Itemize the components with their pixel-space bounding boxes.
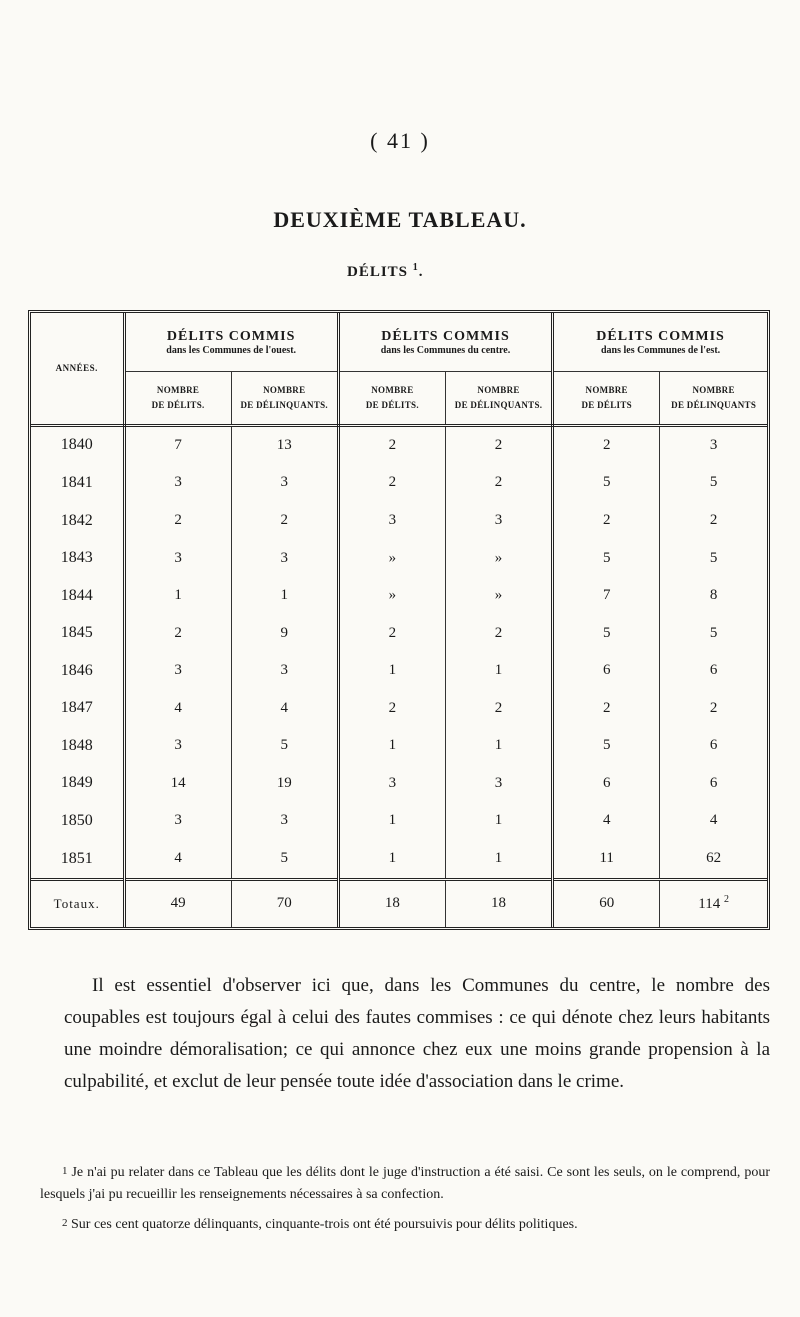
value-cell: 4	[553, 802, 660, 840]
col-header-line: NOMBRE	[263, 384, 306, 395]
footnote-ref-2: 2	[723, 894, 729, 906]
group-header-ouest	[124, 313, 338, 371]
table-title: DEUXIÈME TABLEAU.	[273, 207, 527, 232]
total-cell: 18	[445, 879, 552, 927]
col-header-line: NOMBRE	[692, 384, 735, 395]
value-cell: 3	[231, 539, 338, 577]
group-title: DÉLITS COMMIS	[166, 329, 296, 345]
value-cell: 1	[231, 577, 338, 615]
value-cell: 7	[124, 425, 231, 464]
value-cell: 2	[553, 425, 660, 464]
col-header-line: DE DÉLINQUANTS	[671, 399, 757, 410]
value-cell: 5	[231, 840, 338, 879]
footnote-2	[40, 1212, 770, 1236]
value-cell: 2	[338, 464, 445, 502]
value-cell: 5	[709, 549, 718, 566]
subtitle-text: DÉLITS	[347, 264, 409, 280]
value-cell: 1	[445, 840, 552, 879]
page-number: ( 41 )	[370, 128, 430, 153]
value-cell: 1	[338, 840, 445, 879]
value-cell: 3	[338, 502, 445, 540]
value-cell: 4	[124, 689, 231, 727]
years-header: ANNÉES.	[31, 313, 124, 425]
value-cell: »	[445, 539, 552, 577]
total-cell: 60	[553, 879, 660, 927]
year-cell: 1842	[31, 502, 124, 540]
table-row	[31, 689, 767, 727]
value-cell: 2	[445, 425, 552, 464]
value-cell: 2	[124, 502, 231, 540]
year-cell: 1843	[31, 539, 124, 577]
value-cell: 2	[709, 512, 718, 529]
value-cell: 5	[709, 624, 718, 641]
value-cell: 1	[124, 577, 231, 615]
year-cell: 1848	[31, 727, 124, 765]
value-cell: 3	[445, 502, 552, 540]
total-cell: 49	[124, 879, 231, 927]
value-cell: 6	[709, 662, 718, 679]
value-cell: 3	[338, 765, 445, 803]
value-cell: 2	[553, 502, 660, 540]
group-title: DÉLITS COMMIS	[596, 329, 725, 345]
value-cell: 2	[445, 464, 552, 502]
table-row	[31, 802, 767, 840]
table-row	[31, 425, 767, 464]
total-cell: 18	[338, 879, 445, 927]
group-title: DÉLITS COMMIS	[381, 329, 510, 345]
value-cell: 14	[124, 765, 231, 803]
year-cell: 1851	[31, 840, 124, 879]
col-header-line: DE DÉLITS	[581, 399, 632, 410]
col-header-est-delinquants	[660, 371, 767, 425]
col-header-line: NOMBRE	[585, 384, 628, 395]
value-cell: 1	[338, 652, 445, 690]
year-cell: 1840	[31, 425, 124, 464]
value-cell: 9	[231, 614, 338, 652]
year-cell: 1847	[31, 689, 124, 727]
col-header-est-delits	[553, 371, 660, 425]
value-cell: »	[338, 577, 445, 615]
value-cell: 13	[231, 425, 338, 464]
value-cell: 4	[124, 840, 231, 879]
body-paragraph	[64, 970, 770, 1098]
group-subtitle: dans les Communes de l'ouest.	[166, 345, 297, 357]
col-header-line: DE DÉLINQUANTS.	[240, 399, 328, 410]
table-row	[31, 614, 767, 652]
year-cell: 1841	[31, 464, 124, 502]
table-row	[31, 502, 767, 540]
value-cell: 8	[709, 587, 718, 604]
value-cell: 6	[709, 737, 718, 754]
value-cell: 5	[553, 614, 660, 652]
value-cell: 2	[709, 699, 718, 716]
table-subtitle: DÉLITS $^1$.	[347, 262, 424, 280]
value-cell: 11	[553, 840, 660, 879]
value-cell: 1	[338, 727, 445, 765]
value-cell: 7	[553, 577, 660, 615]
value-cell: 1	[445, 802, 552, 840]
value-cell: 3	[124, 464, 231, 502]
year-cell: 1845	[31, 614, 124, 652]
group-header-centre	[338, 313, 552, 371]
value-cell: »	[445, 577, 552, 615]
totals-label: Totaux.	[31, 879, 124, 927]
value-cell: »	[338, 539, 445, 577]
value-cell: 4	[231, 689, 338, 727]
total-value: 114	[698, 896, 721, 913]
col-header-line: DE DÉLITS.	[365, 399, 419, 410]
footnote-text: Sur ces cent quatorze délinquants, cinquante-trois ont été poursuivis pour délits politiques.	[71, 1217, 578, 1232]
value-cell: 5	[231, 727, 338, 765]
value-cell: 3	[124, 802, 231, 840]
col-header-line: NOMBRE	[371, 384, 414, 395]
footnote-1	[40, 1160, 770, 1206]
col-header-line: NOMBRE	[156, 384, 200, 395]
year-cell: 1849	[31, 765, 124, 803]
value-cell: 62	[706, 850, 722, 867]
col-header-line: DE DÉLITS.	[151, 399, 205, 410]
total-cell-last	[660, 879, 767, 927]
value-cell: 2	[338, 425, 445, 464]
value-cell: 2	[231, 502, 338, 540]
footnotes	[40, 1160, 770, 1242]
footnote-mark: 1	[62, 1165, 68, 1177]
value-cell: 2	[445, 689, 552, 727]
value-cell: 2	[445, 614, 552, 652]
table-row	[31, 765, 767, 803]
value-cell: 3	[124, 727, 231, 765]
value-cell: 3	[709, 436, 718, 453]
value-cell: 19	[231, 765, 338, 803]
table-row	[31, 464, 767, 502]
value-cell: 6	[709, 774, 718, 791]
footnote-ref-1: 1	[412, 262, 419, 273]
col-header-ouest-delits	[124, 371, 231, 425]
value-cell: 1	[445, 727, 552, 765]
value-cell: 3	[124, 652, 231, 690]
value-cell: 2	[338, 614, 445, 652]
col-header-centre-delits	[338, 371, 445, 425]
value-cell: 3	[231, 802, 338, 840]
year-cell: 1846	[31, 652, 124, 690]
value-cell: 1	[445, 652, 552, 690]
year-cell: 1850	[31, 802, 124, 840]
group-header-est	[553, 313, 767, 371]
total-cell: 70	[231, 879, 338, 927]
table-row	[31, 840, 767, 879]
value-cell: 5	[553, 464, 660, 502]
value-cell: 2	[124, 614, 231, 652]
value-cell: 6	[553, 652, 660, 690]
value-cell: 5	[553, 539, 660, 577]
table-row	[31, 727, 767, 765]
value-cell: 2	[553, 689, 660, 727]
delits-table	[28, 310, 770, 930]
col-header-ouest-delinquants	[231, 371, 338, 425]
table-row	[31, 577, 767, 615]
value-cell: 5	[709, 474, 718, 491]
table-row	[31, 539, 767, 577]
value-cell: 6	[553, 765, 660, 803]
group-subtitle: dans les Communes de l'est.	[600, 345, 721, 357]
col-header-line: NOMBRE	[477, 384, 520, 395]
paragraph-text: Il est essentiel d'observer ici que, dans les Communes du centre, le nombre des coupables est toujours égal à celui des fautes commises : ce qui dénote chez leurs habitants une moindre démoralisation; ce qui annonce chez eux une moins grande propension à la culpabilité, et exclut de leur pensée toute idée d'association dans le crime.	[64, 975, 770, 1092]
col-header-centre-delinquants	[445, 371, 552, 425]
value-cell: 4	[709, 812, 718, 829]
year-cell: 1844	[31, 577, 124, 615]
group-subtitle: dans les Communes du centre.	[380, 345, 511, 357]
col-header-line: DE DÉLINQUANTS.	[454, 399, 543, 410]
table-row	[31, 652, 767, 690]
value-cell: 3	[231, 652, 338, 690]
footnote-mark: 2	[62, 1217, 68, 1229]
value-cell: 3	[445, 765, 552, 803]
value-cell: 5	[553, 727, 660, 765]
value-cell: 1	[338, 802, 445, 840]
value-cell: 2	[338, 689, 445, 727]
footnote-text: Je n'ai pu relater dans ce Tableau que les délits dont le juge d'instruction a été saisi. Ce sont les seuls, on le comprend, pour lesquels j'ai pu recueillir les renseignements nécessaires à sa confection.	[40, 1165, 770, 1202]
value-cell: 3	[124, 539, 231, 577]
value-cell: 3	[231, 464, 338, 502]
